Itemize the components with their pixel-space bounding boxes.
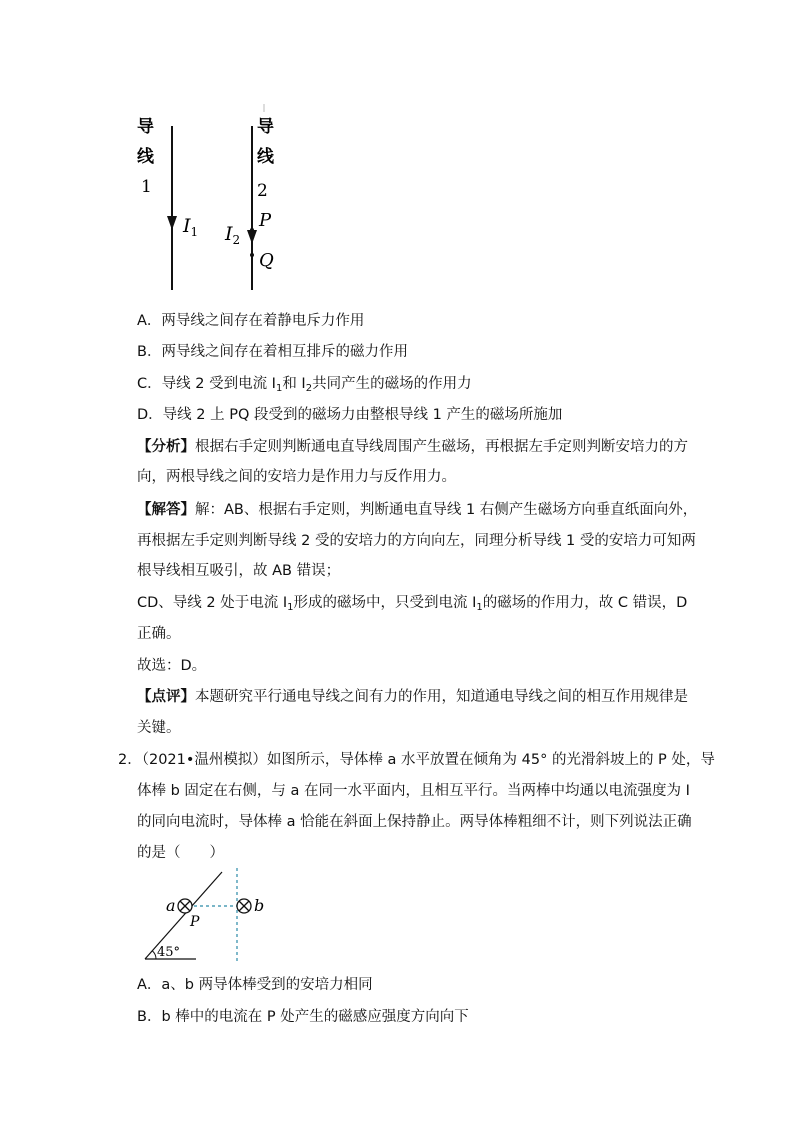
rod-a-label: a [166, 896, 176, 915]
q2-option-b: B．b 棒中的电流在 P 处产生的磁感应强度方向向下 [137, 1009, 469, 1025]
wire-2-char-3: 2 [257, 181, 268, 201]
figure-parallel-wires [135, 100, 305, 300]
wire-1-char-3: 1 [141, 177, 152, 197]
wire-1-char-1: 导 [137, 117, 154, 137]
rod-b-cross-icon [237, 899, 251, 913]
point-p-label: P [259, 210, 272, 231]
point-q-label: Q [259, 250, 274, 271]
wire-1-arrow [167, 216, 177, 230]
q1-solution-line-1: 【解答】解：AB、根据右手定则，判断通电直导线 1 右侧产生磁场方向垂直纸面向外， [137, 502, 698, 518]
analysis-tag: 【分析】 [137, 439, 195, 455]
wire-2-char-1: 导 [257, 117, 274, 137]
q1-option-d: D．导线 2 上 PQ 段受到的磁场力由整根导线 1 产生的磁场所施加 [137, 407, 563, 423]
q1-solution-line-5: 正确。 [137, 626, 181, 642]
q1-solution-line-3: 根导线相互吸引，故 AB 错误； [137, 563, 341, 579]
comment-tag: 【点评】 [137, 689, 195, 705]
q2-stem-line-3: 的同向电流时，导体棒 a 恰能在斜面上保持静止。两导体棒粗细不计，则下列说法正确 [137, 814, 692, 830]
current-i2-label: $I_2$ [225, 223, 241, 247]
q1-analysis-line-1: 【分析】根据右手定则判断通电直导线周围产生磁场，再根据左手定则判断安培力的方 [137, 439, 688, 455]
wire-2-char-2: 线 [257, 147, 274, 167]
rod-b-label: b [254, 896, 265, 915]
q1-solution-choice: 故选：D。 [137, 658, 207, 674]
wire-1-char-2: 线 [137, 147, 154, 167]
q2-option-a: A．a、b 两导体棒受到的安培力相同 [137, 977, 373, 993]
q1-comment-line-1: 【点评】本题研究平行通电导线之间有力的作用，知道通电导线之间的相互作用规律是 [137, 689, 688, 705]
solution-tag: 【解答】 [137, 502, 195, 518]
q1-solution-line-4: CD、导线 2 处于电流 $I_1$形成的磁场中，只受到电流 $I_1$的磁场的作用力，故 C 错误，D [137, 595, 688, 613]
figure-incline-rods [140, 864, 280, 964]
q1-option-b: B．两导线之间存在着相互排斥的磁力作用 [137, 344, 408, 360]
q2-stem-line-1: 2．（2021•温州模拟）如图所示，导体棒 a 水平放置在倾角为 45° 的光滑斜坡上的 P 处，导 [118, 752, 715, 768]
wire-2-arrow [247, 230, 257, 244]
point-p-dot [250, 228, 254, 232]
q1-analysis-line-2: 向，两根导线之间的安培力是作用力与反作用力。 [137, 469, 456, 485]
q2-stem-line-2: 体棒 b 固定在右侧，与 a 在同一水平面内，且相互平行。当两棒中均通以电流强度为 I [137, 783, 690, 799]
rod-a-cross-icon [178, 899, 192, 913]
q1-option-a: A．两导线之间存在着静电斥力作用 [137, 313, 365, 329]
q2-stem-line-4: 的是（ ） [137, 845, 224, 861]
q1-comment-line-2: 关键。 [137, 720, 181, 736]
q1-option-c: C．导线 2 受到电流 $I_1$和 $I_2$共同产生的磁场的作用力 [137, 376, 472, 394]
point-q-dot [250, 253, 254, 257]
angle-arc [153, 951, 157, 959]
current-i1-label: $I_1$ [183, 215, 199, 239]
q1-solution-line-2: 再根据左手定则判断导线 2 受的安培力的方向向左，同理分析导线 1 受的安培力可知两 [137, 533, 696, 549]
angle-label: 45° [157, 945, 181, 960]
point-p-label: P [190, 914, 200, 930]
